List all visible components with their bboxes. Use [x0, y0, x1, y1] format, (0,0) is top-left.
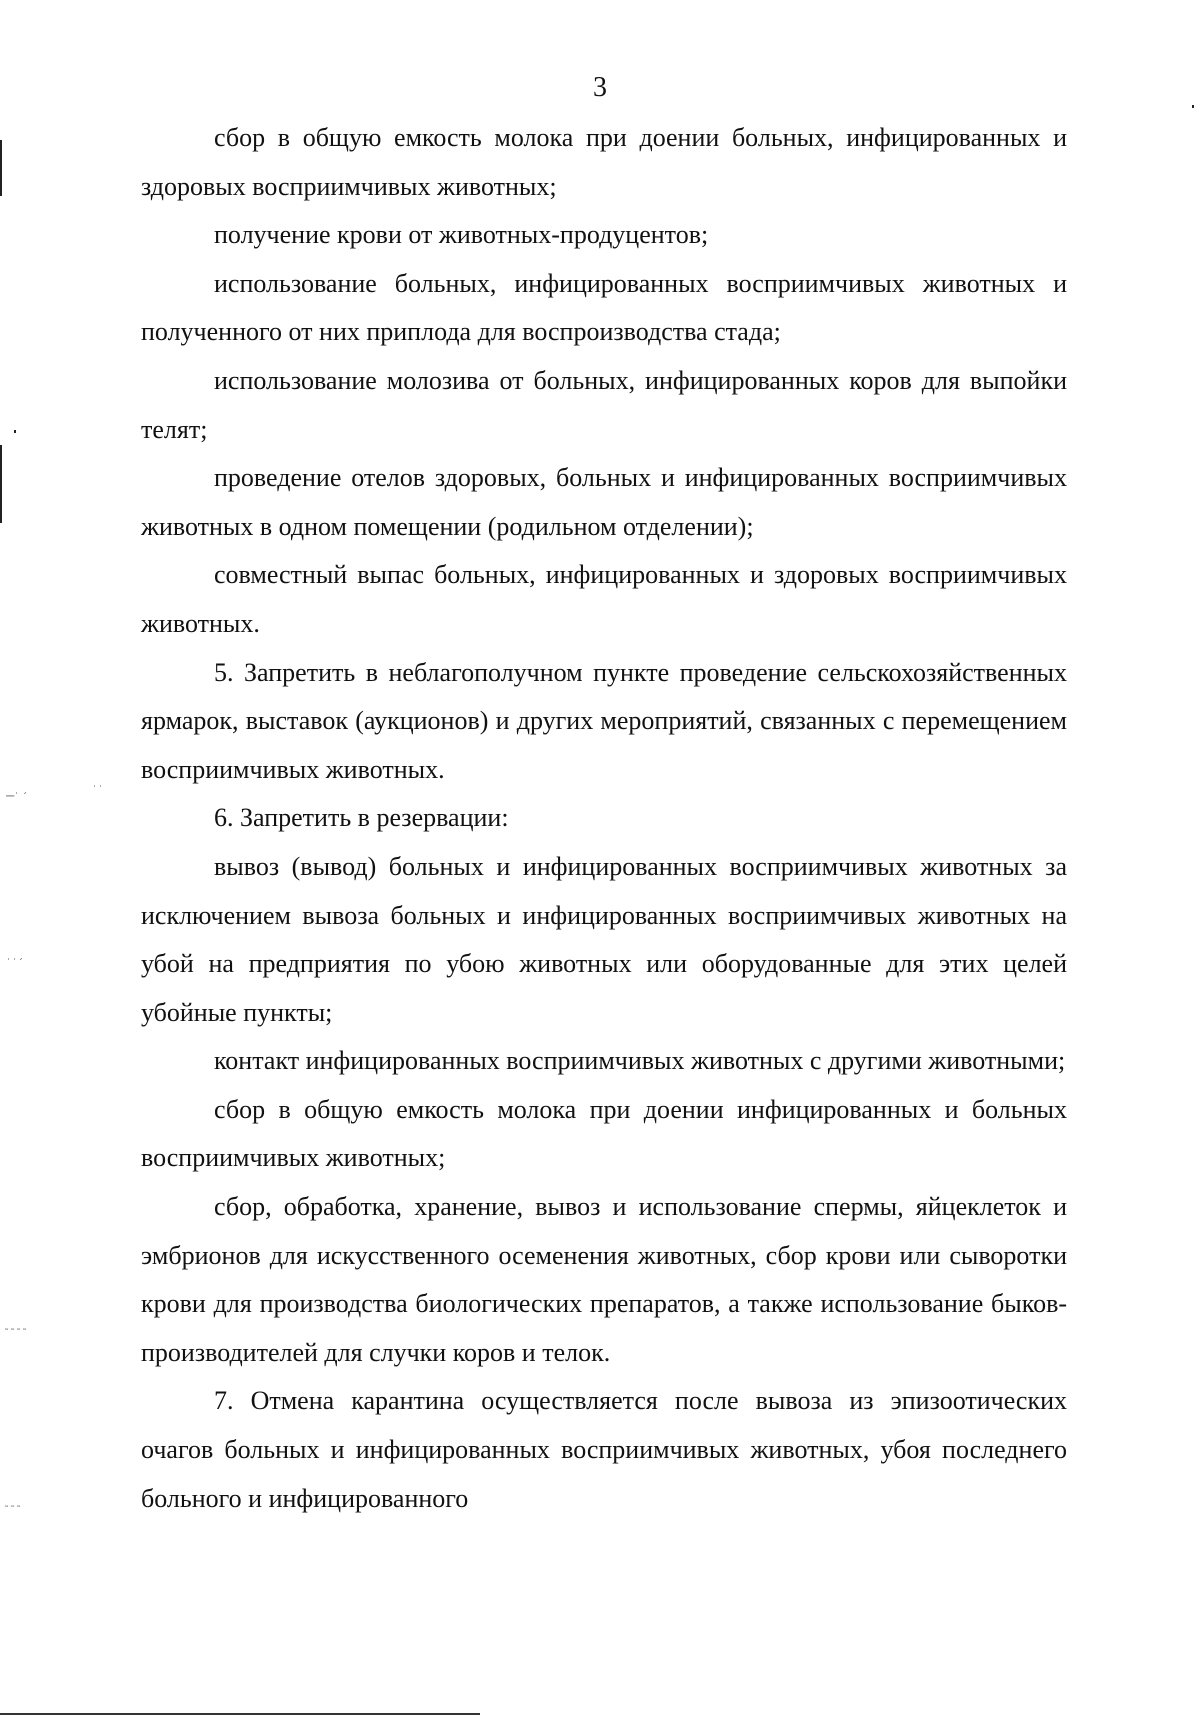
scan-noise: ˙˙ˊ — [6, 958, 24, 969]
paragraph: вывоз (вывод) больных и инфицированных восприимчивых животных за исключением вывоза больных и инфицированных восприимчивых животных на убой на предприятия по убою животных или оборудованные для этих целей убойные пункты; — [141, 851, 1067, 1027]
document-body — [141, 114, 1067, 1523]
scan-edge-mark — [14, 430, 16, 433]
paragraph: получение крови от животных-продуцентов; — [214, 220, 709, 250]
scan-noise: ˜˜˜ — [4, 1505, 22, 1516]
paragraph: сбор, обработка, хранение, вывоз и использование спермы, яйцеклеток и эмбрионов для искусственного осеменения животных, сбор крови или сыворотки крови для производства биологических препаратов, а также использование быков-производителей для случки коров и телок. — [141, 1192, 1067, 1367]
paragraph: сбор в общую емкость молока при доении инфицированных и больных восприимчивых животных; — [141, 1094, 1067, 1173]
scan-bottom-edge — [0, 1713, 480, 1715]
scan-noise: ˜˜˜˜ — [4, 1328, 28, 1339]
paragraph: сбор в общую емкость молока при доении больных, инфицированных и здоровых восприимчивых животных; — [141, 123, 1067, 201]
paragraph: использование молозива от больных, инфицированных коров для выпойки телят; — [141, 365, 1067, 444]
paragraph: 5. Запретить в неблагополучном пункте проведение сельскохозяйственных ярмарок, выставок (аукционов) и других мероприятий, связанных с перемещением восприимчивых животных. — [141, 657, 1067, 784]
scan-noise: ᠆᠆˙ ˊ — [6, 792, 28, 803]
scan-noise: ˙˙ — [92, 785, 104, 796]
page-number: 3 — [593, 72, 607, 103]
paragraph: использование больных, инфицированных восприимчивых животных и полученного от них приплода для воспроизводства стада; — [141, 268, 1067, 347]
paragraph: 7. Отмена карантина осуществляется после вывоза из эпизоотических очагов больных и инфицированных восприимчивых животных, убоя последнего больного и инфицированного — [141, 1386, 1067, 1513]
paragraph: контакт инфицированных восприимчивых животных с другими животными; — [214, 1046, 1066, 1076]
paragraph: проведение отелов здоровых, больных и инфицированных восприимчивых животных в одном помещении (родильном отделении); — [141, 463, 1067, 541]
paragraph: совместный выпас больных, инфицированных и здоровых восприимчивых животных. — [141, 560, 1067, 638]
paragraph: 6. Запретить в резервации: — [214, 803, 509, 833]
scan-edge-mark — [0, 445, 2, 523]
scan-edge-mark — [0, 140, 2, 196]
scan-edge-mark — [1192, 105, 1194, 108]
